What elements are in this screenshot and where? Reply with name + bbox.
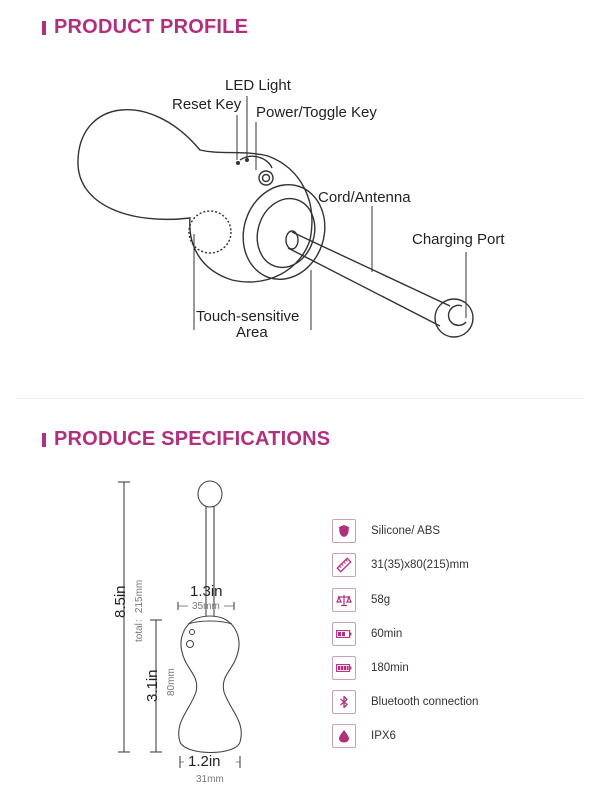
charging-port-arc xyxy=(449,305,466,325)
body-height-in: 3.1in xyxy=(144,669,161,702)
touch-area-circle xyxy=(189,211,231,253)
heading-bar xyxy=(42,433,46,447)
power-key-label: Power/Toggle Key xyxy=(256,104,377,121)
battery-low-icon xyxy=(332,622,356,646)
device-body-outline xyxy=(78,110,312,282)
body-height-mm: 80mm xyxy=(166,668,177,696)
product-specs-heading xyxy=(42,428,330,451)
bottom-width-mm: 31mm xyxy=(196,774,224,785)
spec-charge-time-text: 60min xyxy=(371,628,403,640)
scale-icon xyxy=(332,588,356,612)
total-height-mm: total：215mm xyxy=(134,579,145,642)
top-width-in: 1.3in xyxy=(190,583,223,600)
spec-size-text: 31(35)x80(215)mm xyxy=(371,559,469,571)
bluetooth-icon xyxy=(332,690,356,714)
section-divider xyxy=(16,398,584,399)
spec-material-text: Silicone/ ABS xyxy=(371,525,441,537)
reset-key-label: Reset Key xyxy=(172,96,242,113)
led-light-dot xyxy=(245,158,249,162)
spec-charge-time xyxy=(332,620,402,648)
device-body-silhouette xyxy=(179,616,242,753)
spec-material xyxy=(332,517,440,545)
charging-ball xyxy=(435,299,473,337)
battery-full-icon xyxy=(332,656,356,680)
product-profile-title: PRODUCT PROFILE xyxy=(54,16,249,38)
led-light-label: LED Light xyxy=(225,77,291,94)
water-drop-icon xyxy=(332,724,356,748)
reset-key-dot xyxy=(236,161,240,165)
spec-waterproof xyxy=(332,722,396,750)
spec-connectivity xyxy=(332,688,478,716)
charging-port-label: Charging Port xyxy=(412,231,505,248)
bottom-width-in: 1.2in xyxy=(188,753,221,770)
cord-label: Cord/Antenna xyxy=(318,189,411,206)
product-profile-diagram xyxy=(0,0,600,380)
total-height-in: 8.5in xyxy=(112,585,129,618)
spec-waterproof-text: IPX6 xyxy=(371,730,396,742)
ruler-icon xyxy=(332,553,356,577)
spec-use-time xyxy=(332,654,409,682)
product-specs-title: PRODUCE SPECIFICATIONS xyxy=(54,428,331,450)
touch-area-label-1: Touch-sensitive xyxy=(196,308,300,325)
spec-connectivity-text: Bluetooth connection xyxy=(371,696,479,708)
device-top-ball xyxy=(198,481,222,507)
dimensions-diagram xyxy=(0,470,300,800)
top-width-mm: 35mm xyxy=(192,601,220,612)
spec-weight xyxy=(332,586,390,614)
spec-weight-text: 58g xyxy=(371,594,391,606)
spec-use-time-text: 180min xyxy=(371,662,409,674)
power-key xyxy=(259,171,273,185)
power-key-inner xyxy=(263,175,270,182)
cord-base xyxy=(286,231,298,249)
spec-size xyxy=(332,551,469,579)
touch-area-label-2: Area xyxy=(236,324,268,341)
material-shield-icon xyxy=(332,519,356,543)
